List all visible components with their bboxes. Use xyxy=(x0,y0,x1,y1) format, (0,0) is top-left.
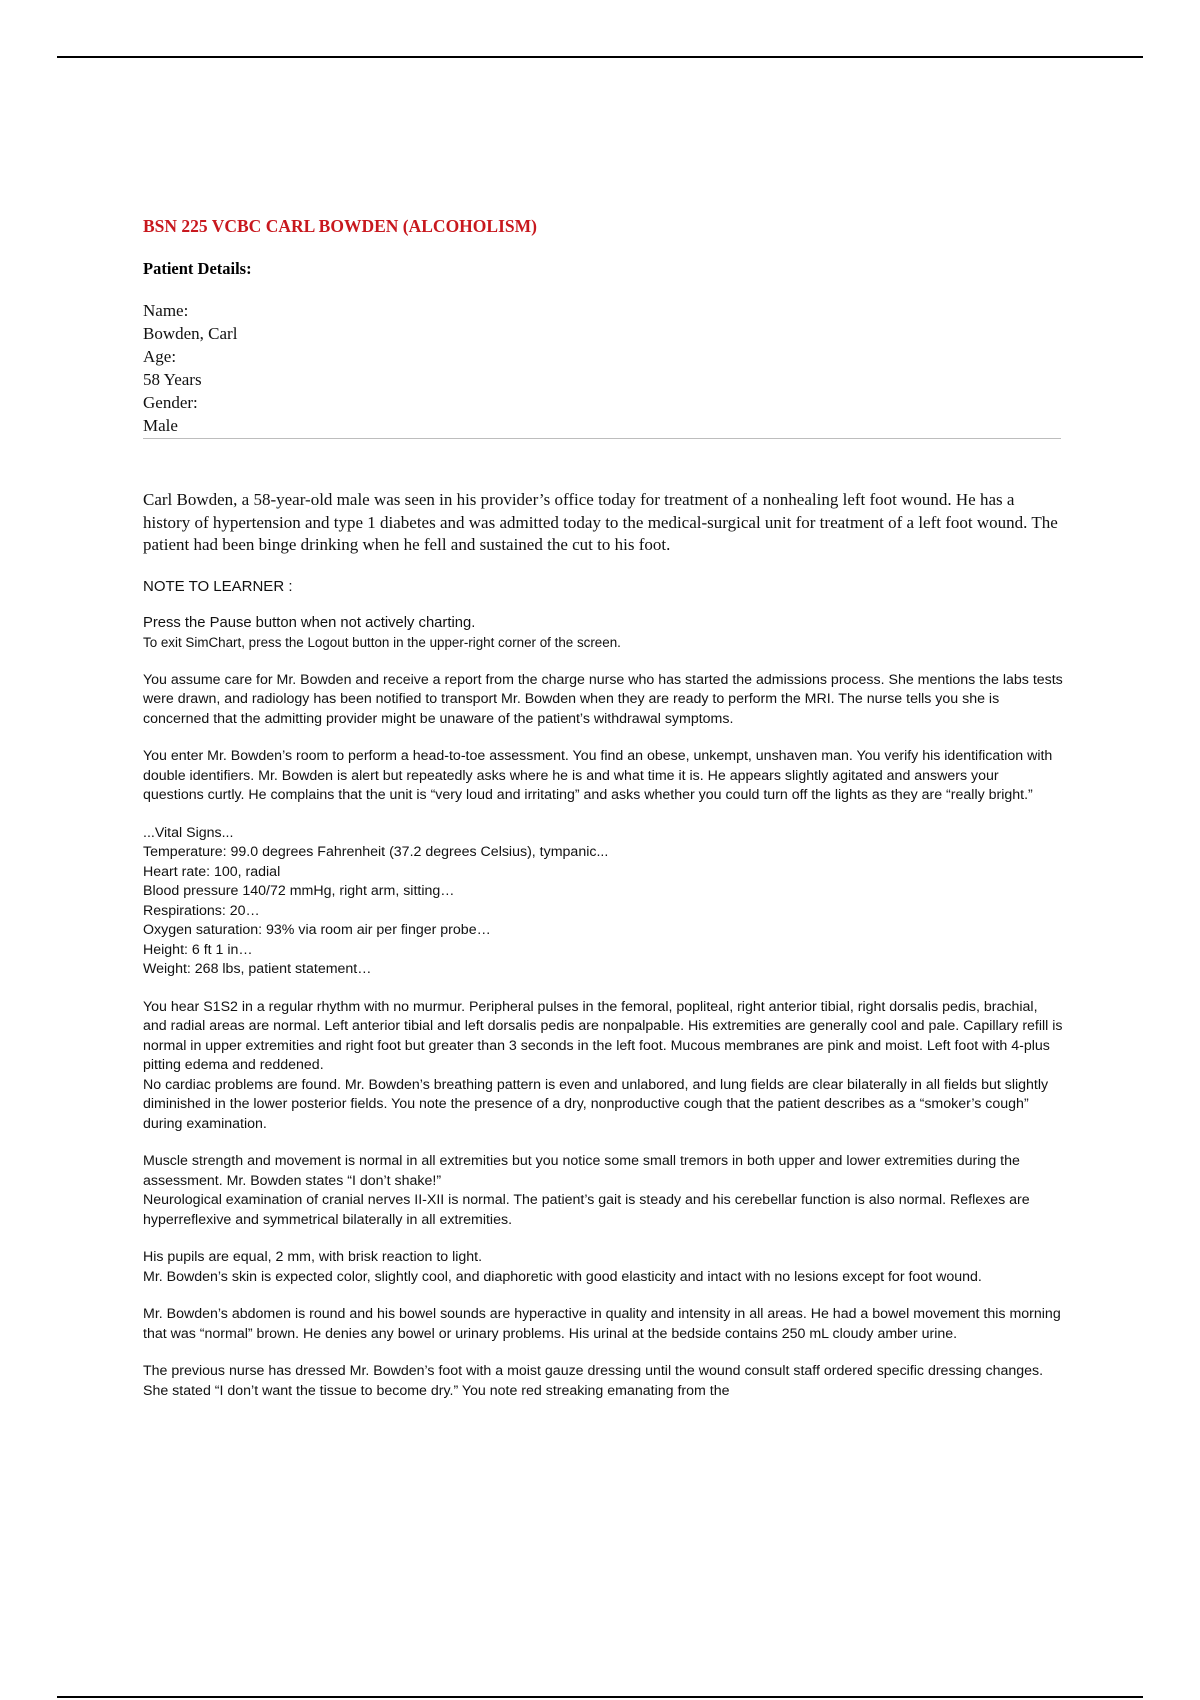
name-label: Name: xyxy=(143,301,189,320)
top-page-rule xyxy=(57,56,1143,58)
gender-label: Gender: xyxy=(143,393,198,412)
name-value: Bowden, Carl xyxy=(143,324,238,343)
gender-value: Male xyxy=(143,416,178,435)
note-to-learner-lines xyxy=(143,614,1063,653)
pupils-text: His pupils are equal, 2 mm, with brisk reaction to light. xyxy=(143,1249,483,1265)
document-body xyxy=(143,215,1063,1401)
cardiac-assessment-paragraph xyxy=(143,998,1063,1135)
skin-text: Mr. Bowden’s skin is expected color, slightly cool, and diaphoretic with good elasticity and intact with no lesions except for foot wound. xyxy=(143,1268,982,1285)
neuro-text: Neurological examination of cranial nerves II-XII is normal. The patient’s gait is steady and his cerebellar function is also normal. Reflexes are hyperreflexive and symmetrical bilaterally in all extremities. xyxy=(143,1192,1030,1228)
vital-signs-heading: ...Vital Signs... xyxy=(143,824,234,841)
document-title: BSN 225 VCBC CARL BOWDEN (ALCOHOLISM) xyxy=(143,216,537,236)
note-line: Press the Pause button when not actively charting. xyxy=(143,614,476,631)
note-to-learner-heading: NOTE TO LEARNER : xyxy=(143,577,293,595)
abdomen-paragraph: Mr. Bowden’s abdomen is round and his bowel sounds are hyperactive in quality and intensity in all areas. He had a bowel movement this morning that was “normal” brown. He denies any bowel or urinary problems. His urinal at the bedside contains 250 mL cloudy amber urine. xyxy=(143,1306,1061,1342)
cardiac-text: You hear S1S2 in a regular rhythm with no murmur. Peripheral pulses in the femoral, popliteal, right anterior tibial, right dorsalis pedis, brachial, and radial areas are normal. Left anterior tibial and left dorsalis pedis are nonpalpable. His extremities are generally cool and pale. Capillary refill is normal in upper extremities and right foot but greater than 3 seconds in the left foot. Mucous membranes are pink and moist. Left foot with 4-plus pitting edema and reddened. xyxy=(143,998,1063,1073)
vital-sign-item: Height: 6 ft 1 in… xyxy=(143,941,253,958)
pupils-skin-paragraph xyxy=(143,1248,1063,1287)
intro-paragraph: Carl Bowden, a 58-year-old male was seen in his provider’s office today for treatment of a nonhealing left foot wound. He has a history of hypertension and type 1 diabetes and was admitted today to the medical-surgical unit for treatment of a left foot wound. The patient had been binge drinking when he fell and sustained the cut to his foot. xyxy=(143,490,1058,554)
neuro-assessment-paragraph xyxy=(143,1152,1063,1230)
vital-sign-item: Temperature: 99.0 degrees Fahrenheit (37.2 degrees Celsius), tympanic... xyxy=(143,844,609,860)
vital-sign-item: Respirations: 20… xyxy=(143,902,260,919)
vital-signs-list xyxy=(143,824,1063,980)
vital-sign-item: Heart rate: 100, radial xyxy=(143,863,281,880)
vital-sign-item: Weight: 268 lbs, patient statement… xyxy=(143,961,372,977)
age-label: Age: xyxy=(143,347,177,366)
age-value: 58 Years xyxy=(143,370,202,389)
room-entry-paragraph: You enter Mr. Bowden’s room to perform a head-to-toe assessment. You find an obese, unkempt, unshaven man. You verify his identification with double identifiers. Mr. Bowden is alert but repeatedly asks where he is and what time it is. He appears slightly agitated and answers your questions curtly. He complains that the unit is “very loud and irritating” and asks whether you could turn off the lights as they are “really bright.” xyxy=(143,748,1053,803)
patient-details-block xyxy=(143,299,1061,439)
vital-sign-item: Blood pressure 140/72 mmHg, right arm, sitting… xyxy=(143,883,455,899)
muscle-text: Muscle strength and movement is normal in all extremities but you notice some small tremors in both upper and lower extremities during the assessment. Mr. Bowden states “I don’t shake!” xyxy=(143,1153,1020,1189)
bottom-page-rule xyxy=(57,1696,1143,1698)
respiratory-text: No cardiac problems are found. Mr. Bowden’s breathing pattern is even and unlabored, and lung fields are clear bilaterally in all fields but slightly diminished in the lower posterior fields. You note the presence of a dry, nonproductive cough that the patient describes as a “smoker’s cough” during examination. xyxy=(143,1076,1049,1132)
vital-sign-item: Oxygen saturation: 93% via room air per finger probe… xyxy=(143,922,491,938)
report-paragraph: You assume care for Mr. Bowden and receive a report from the charge nurse who has started the admissions process. She mentions the labs tests were drawn, and radiology has been notified to transport Mr. Bowden when they are ready to perform the MRI. The nurse tells you she is concerned that the admitting provider might be unaware of the patient’s withdrawal symptoms. xyxy=(143,671,1063,727)
dressing-paragraph: The previous nurse has dressed Mr. Bowden’s foot with a moist gauze dressing until the wound consult staff ordered specific dressing changes. She stated “I don’t want the tissue to become dry.” You note red streaking emanating from the xyxy=(143,1363,1044,1399)
patient-details-heading: Patient Details: xyxy=(143,259,252,278)
note-line: To exit SimChart, press the Logout button in the upper-right corner of the screen. xyxy=(143,635,621,650)
